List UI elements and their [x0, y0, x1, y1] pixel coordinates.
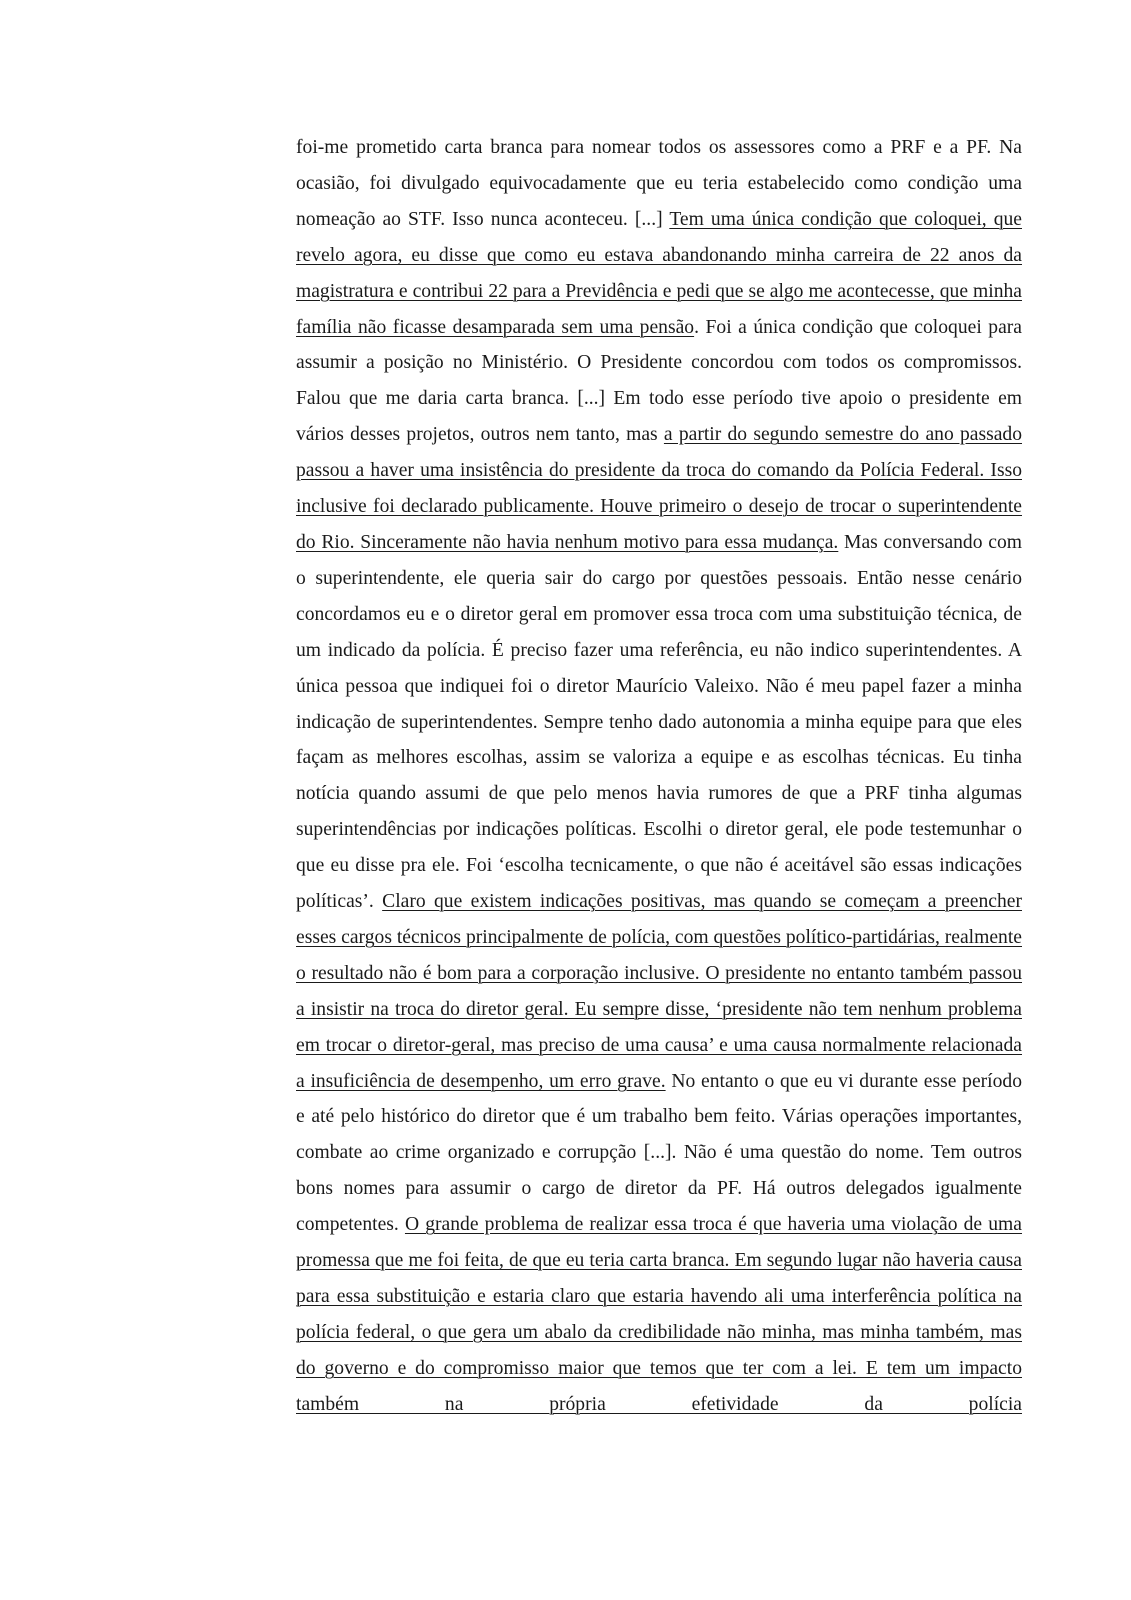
- text-run: No entanto o que eu vi durante esse período e até pelo histórico do diretor que é um trabalho bem feito. Várias operações importantes, combate ao crime organizado e corrupção [...]. Não é uma questão do nome. Tem outros bons nomes para assumir o cargo de diretor da PF. Há outros delegados igualmente competentes.: [296, 1070, 1023, 1236]
- body-paragraph: [296, 130, 1022, 1423]
- text-run: Mas conversando com o superintendente, ele queria sair do cargo por questões pessoais. Então nesse cenário concordamos eu e o diretor geral em promover essa troca com uma substituição técnica, de um indicado da polícia. É preciso fazer uma referência, eu não indico superintendentes. A única pessoa que indiquei foi o diretor Maurício Valeixo. Não é meu papel fazer a minha indicação de superintendentes. Sempre tenho dado autonomia a minha equipe para que eles façam as melhores escolhas, assim se valoriza a equipe e as escolhas técnicas. Eu tinha notícia quando assumi de que pelo menos havia rumores de que a PRF tinha algumas superintendências por indicações políticas. Escolhi o diretor geral, ele pode testemunhar o que eu disse pra ele. Foi ‘escolha tecnicamente, o que não é aceitável são essas indicações políticas’.: [296, 531, 1022, 913]
- underlined-text-run: O grande problema de realizar essa troca é que haveria uma violação de uma promessa que me foi feita, de que eu teria carta branca. Em segundo lugar não haveria causa para essa substituição e estaria claro que estaria havendo ali uma interferência política na polícia federal, o que gera um abalo da credibilidade não minha, mas minha também, mas do governo e do compromisso maior que temos que ter com a lei. E tem um impacto também na própria efetividade da polícia: [296, 1214, 1022, 1415]
- underlined-text-run: Tem uma única condição que coloquei, que revelo agora, eu disse que como eu estava abandonando minha carreira de 22 anos da magistratura e contribui 22 para a Previdência e pedi que se algo me acontecesse, que minha família não ficasse desamparada sem uma pensão: [296, 208, 1022, 338]
- text-run: foi-me prometido carta branca para nomear todos os assessores como a PRF e a PF. Na ocasião, foi divulgado equivocadamente que eu teria estabelecido como condição uma nomeação ao STF. Isso nunca aconteceu. [...]: [296, 137, 1022, 230]
- underlined-text-run: Claro que existem indicações positivas, mas quando se começam a preencher esses cargos técnicos principalmente de polícia, com questões político-partidárias, realmente o resultado não é bom para a corporação inclusive. O presidente no entanto também passou a insistir na troca do diretor geral. Eu sempre disse, ‘presidente não tem nenhum problema em trocar o diretor-geral, mas preciso de uma causa’ e uma causa normalmente relacionada a insuficiência de desempenho, um erro grave.: [296, 891, 1022, 1092]
- underlined-text-run: a partir do segundo semestre do ano passado passou a haver uma insistência do presidente da troca do comando da Polícia Federal. Isso inclusive foi declarado publicamente. Houve primeiro o desejo de trocar o superintendente do Rio. Sinceramente não havia nenhum motivo para essa mudança.: [296, 424, 1022, 553]
- text-run: . Foi a única condição que coloquei para assumir a posição no Ministério. O Presidente concordou com todos os compromissos. Falou que me daria carta branca. [...] Em todo esse período tive apoio o presidente em vários desses projetos, outros nem tanto, mas: [296, 316, 1022, 446]
